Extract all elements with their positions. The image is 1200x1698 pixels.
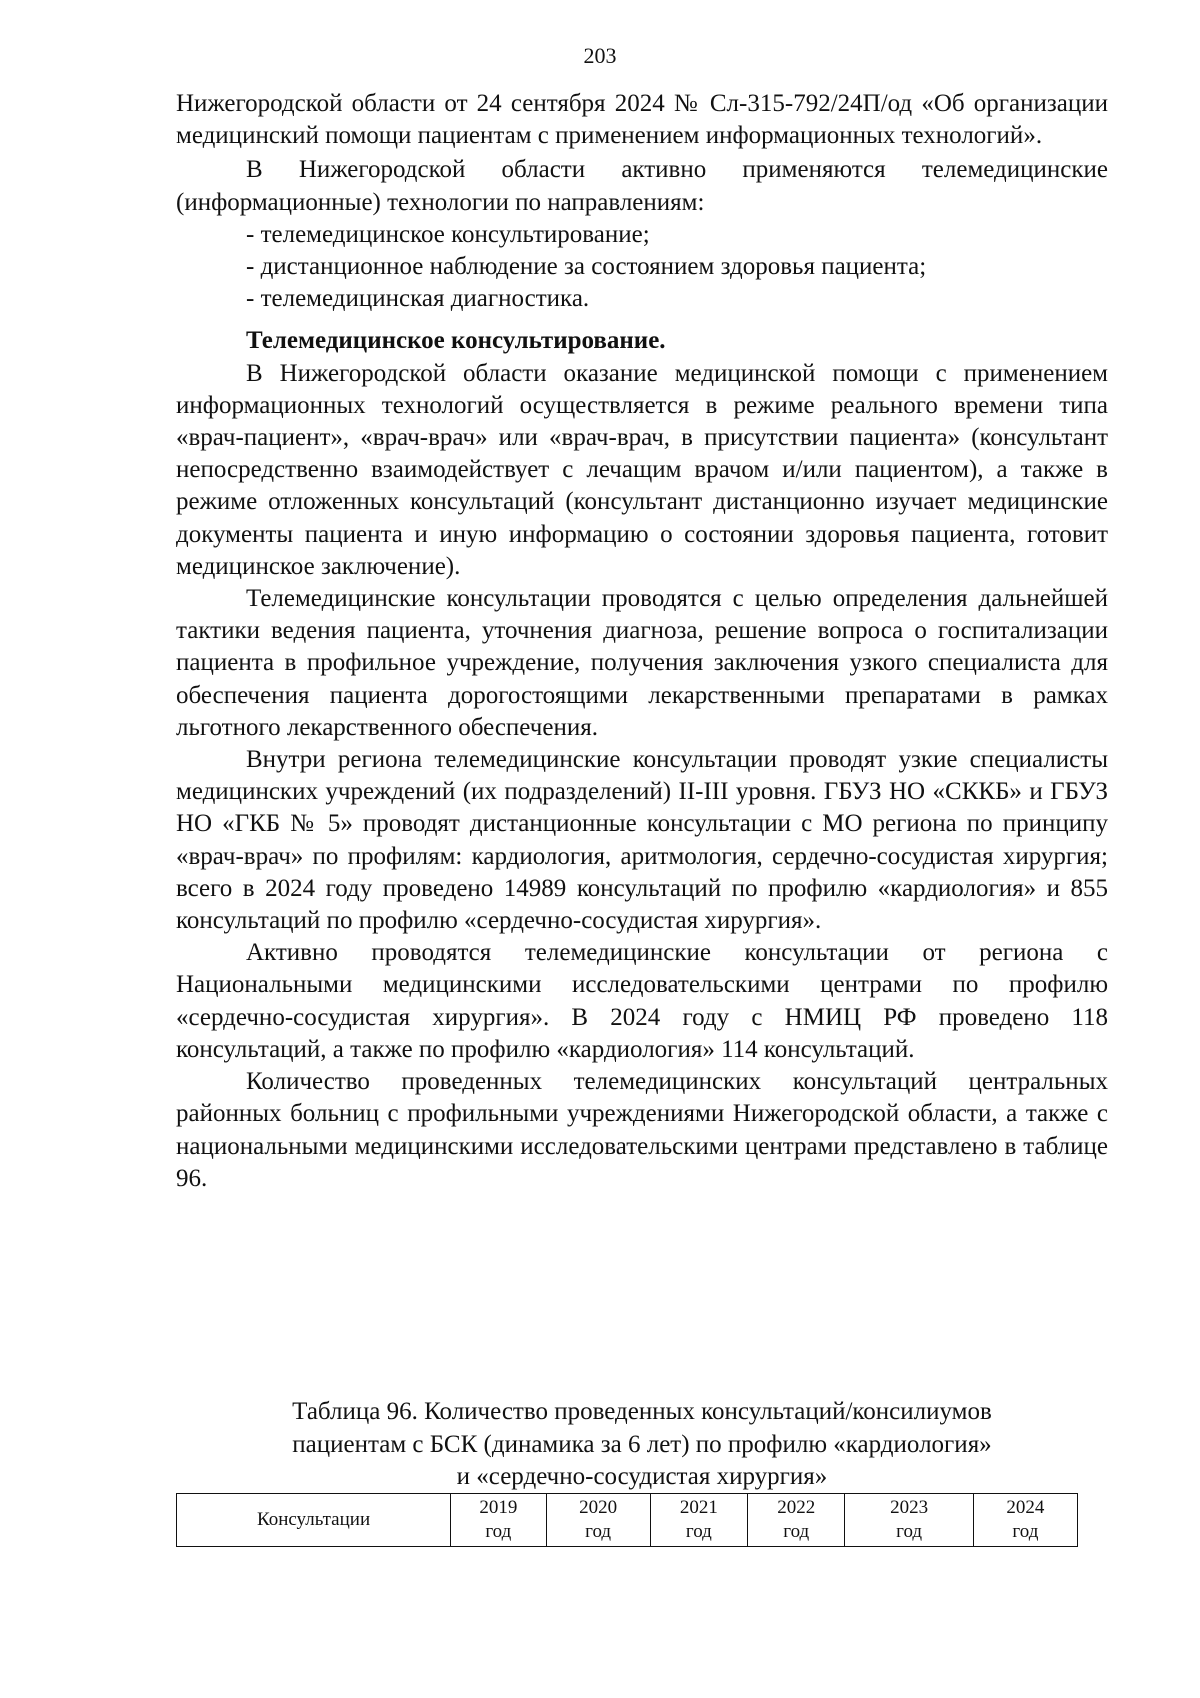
paragraph-national-centers: Активно проводятся телемедицинские консультации от региона с Национальными медицинскими исследовательскими центрами по профилю «сердечно-сосудистая хирургия». В 2024 году с НМИЦ РФ проведено 118 консультаций, а также по профилю «кардиология» 114 консультаций. [176, 939, 1108, 1063]
paragraph-order-reference: Нижегородской области от 24 сентября 2024 № Сл-315-792/24П/од «Об организации медицинский помощи пациентам с применением информационных технологий». [176, 90, 1108, 150]
year-suffix: год [1012, 1521, 1039, 1542]
table-caption-line-3: и «сердечно-сосудистая хирургия» [456, 1463, 828, 1490]
body-text [176, 88, 1108, 1195]
year-label: 2024 [1006, 1497, 1045, 1518]
table-caption-line-2: пациентам с БСК (динамика за 6 лет) по профилю «кардиология» [292, 1430, 992, 1458]
year-label: 2022 [777, 1497, 816, 1518]
table-header-year [451, 1494, 546, 1547]
table-header-year [973, 1494, 1077, 1547]
table-header-row [177, 1494, 1078, 1547]
list-item-consulting: - телемедицинское консультирование; [246, 220, 650, 248]
year-label: 2023 [890, 1497, 929, 1518]
year-label: 2019 [479, 1497, 518, 1518]
year-suffix: год [896, 1521, 923, 1542]
section-heading: Телемедицинское консультирование. [246, 327, 666, 355]
list-item-diagnostics: - телемедицинская диагностика. [246, 285, 590, 313]
paragraph-table-reference: Количество проведенных телемедицинских консультаций центральных районных больниц с профильными учреждениями Нижегородской области, а также с национальными медицинскими исследовательскими центрами представлено в таблице 96. [176, 1068, 1108, 1192]
table-header-consultations: Консультации [177, 1494, 451, 1547]
table-caption [176, 1396, 1108, 1494]
consultations-table [176, 1493, 1078, 1547]
year-suffix: год [585, 1521, 612, 1542]
table-header-year [845, 1494, 973, 1547]
list-item-remote-monitoring: - дистанционное наблюдение за состоянием здоровья пациента; [246, 253, 927, 281]
table-caption-line-1: Таблица 96. Количество проведенных консультаций/консилиумов [292, 1398, 992, 1425]
year-label: 2020 [579, 1497, 618, 1518]
paragraph-directions-intro: В Нижегородской области активно применяются телемедицинские (информационные) технологии по направлениям: [176, 156, 1108, 216]
year-suffix: год [485, 1521, 512, 1542]
paragraph-regional-consultations: Внутри региона телемедицинские консультации проводят узкие специалисты медицинских учреждений (их подразделений) II-III уровня. ГБУЗ НО «СККБ» и ГБУЗ НО «ГКБ № 5» проводят дистанционные консультации с МО региона по принципу «врач-врач» по профилям: кардиология, аритмология, сердечно-сосудистая хирургия; всего в 2024 году проведено 14989 консультаций по профилю «кардиология» и 855 консультаций по профилю «сердечно-сосудистая хирургия». [176, 746, 1108, 935]
paragraph-consultation-goals: Телемедицинские консультации проводятся с целью определения дальнейшей тактики ведения пациента, уточнения диагноза, решение вопроса о госпитализации пациента в профильное учреждение, получения заключения узкого специалиста для обеспечения пациента дорогостоящими лекарственными препаратами в рамках льготного лекарственного обеспечения. [176, 585, 1108, 741]
table-header-year [650, 1494, 747, 1547]
year-suffix: год [783, 1521, 810, 1542]
year-suffix: год [685, 1521, 712, 1542]
year-label: 2021 [679, 1497, 718, 1518]
paragraph-consultation-modes: В Нижегородской области оказание медицинской помощи с применением информационных технологий осуществляется в режиме реального времени типа «врач-пациент», «врач-врач» или «врач-врач, в присутствии пациента» (консультант непосредственно взаимодействует с лечащим врачом и/или пациентом), а также в режиме отложенных консультаций (консультант дистанционно изучает медицинские документы пациента и иную информацию о состоянии здоровья пациента, готовит медицинское заключение). [176, 359, 1108, 580]
page-number: 203 [583, 43, 617, 68]
table-header-year [748, 1494, 845, 1547]
table-header-year [546, 1494, 650, 1547]
